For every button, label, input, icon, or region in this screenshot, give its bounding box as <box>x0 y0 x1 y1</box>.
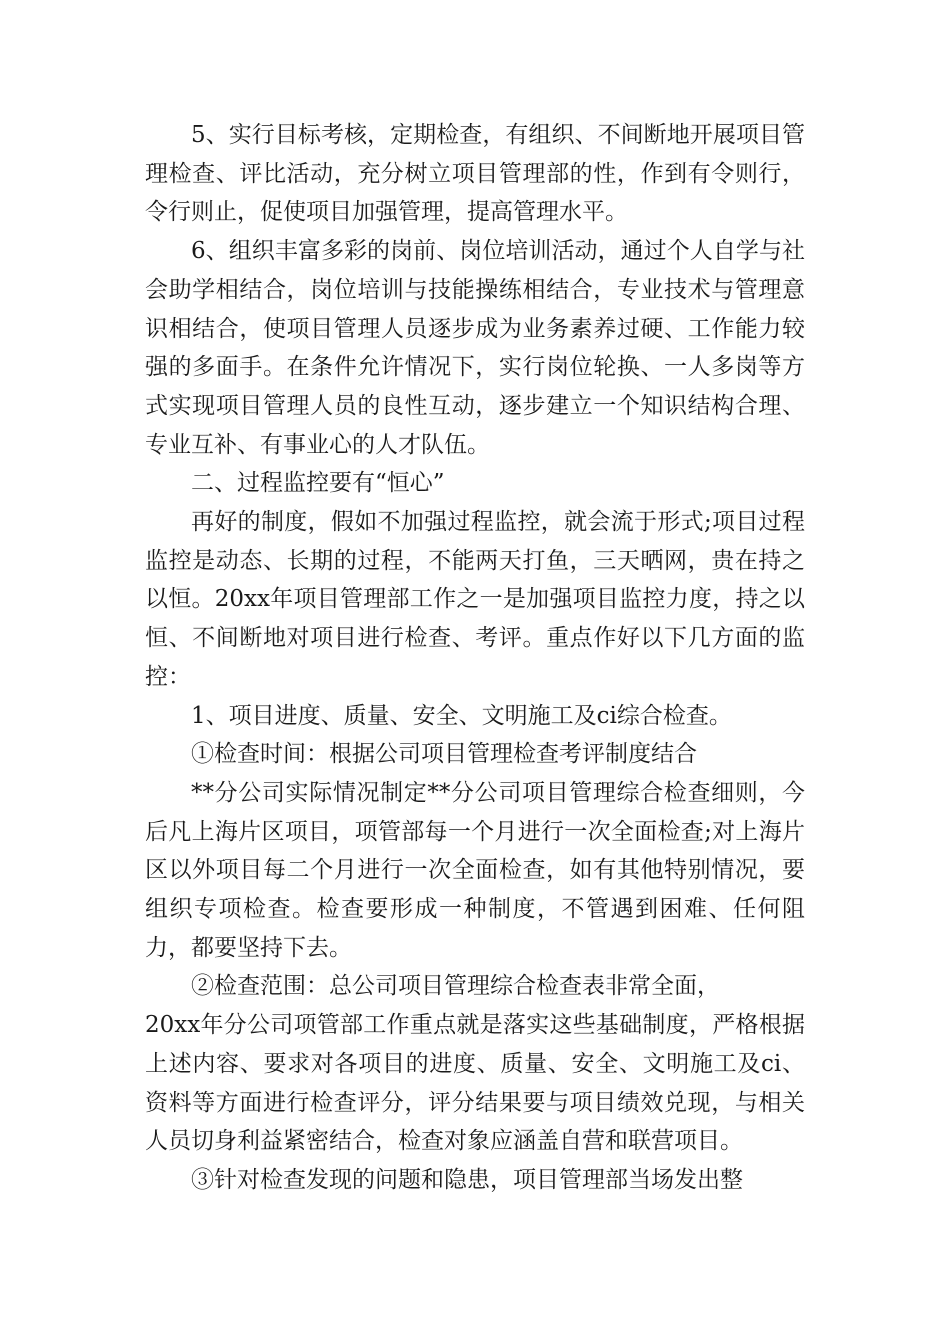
paragraph-check-time: ①检查时间：根据公司项目管理检查考评制度结合 <box>191 741 697 768</box>
paragraph-check-time-detail: **分公司实际情况制定**分公司项目管理综合检查细则，今后凡上海片区项目，项管部每一个月进行一次全面检查;对上海片区以外项目每二个月进行一次全面检查，如有其他特别情况，要组织专项检查。检查要形成一种制度，不管遇到困难、任何阻力，都要坚持下去。 <box>145 779 805 961</box>
paragraph-check-scope-detail: 20xx年分公司项管部工作重点就是落实这些基础制度，严格根据上述内容、要求对各项目的进度、质量、安全、文明施工及ci、资料等方面进行检查评分，评分结果要与项目绩效兑现，与相关人员切身利益紧密结合，检查对象应涵盖自营和联营项目。 <box>145 1012 805 1155</box>
document-page <box>145 116 805 1200</box>
paragraph-item-6: 6、组织丰富多彩的岗前、岗位培训活动，通过个人自学与社会助学相结合，岗位培训与技能操练相结合，专业技术与管理意识相结合，使项目管理人员逐步成为业务素养过硬、工作能力较强的多面手。在条件允许情况下，实行岗位轮换、一人多岗等方式实现项目管理人员的良性互动，逐步建立一个知识结构合理、专业互补、有事业心的人才队伍。 <box>145 238 805 458</box>
paragraph-monitoring-intro: 再好的制度，假如不加强过程监控，就会流于形式;项目过程监控是动态、长期的过程，不能两天打鱼，三天晒网，贵在持之以恒。20xx年项目管理部工作之一是加强项目监控力度，持之以恒、不间断地对项目进行检查、考评。重点作好以下几方面的监控： <box>145 509 805 690</box>
paragraph-check-scope: ②检查范围：总公司项目管理综合检查表非常全面， <box>191 973 720 1000</box>
section-heading-process-monitoring: 二、过程监控要有“恒心” <box>191 470 445 497</box>
paragraph-item-1-comprehensive-check: 1、项目进度、质量、安全、文明施工及ci综合检查。 <box>191 702 732 729</box>
paragraph-item-5: 5、实行目标考核，定期检查，有组织、不间断地开展项目管理检查、评比活动，充分树立项目管理部的性，作到有令则行，令行则止，促使项目加强管理，提高管理水平。 <box>145 122 805 226</box>
paragraph-issue-response: ③针对检查发现的问题和隐患，项目管理部当场发出整 <box>191 1166 743 1193</box>
